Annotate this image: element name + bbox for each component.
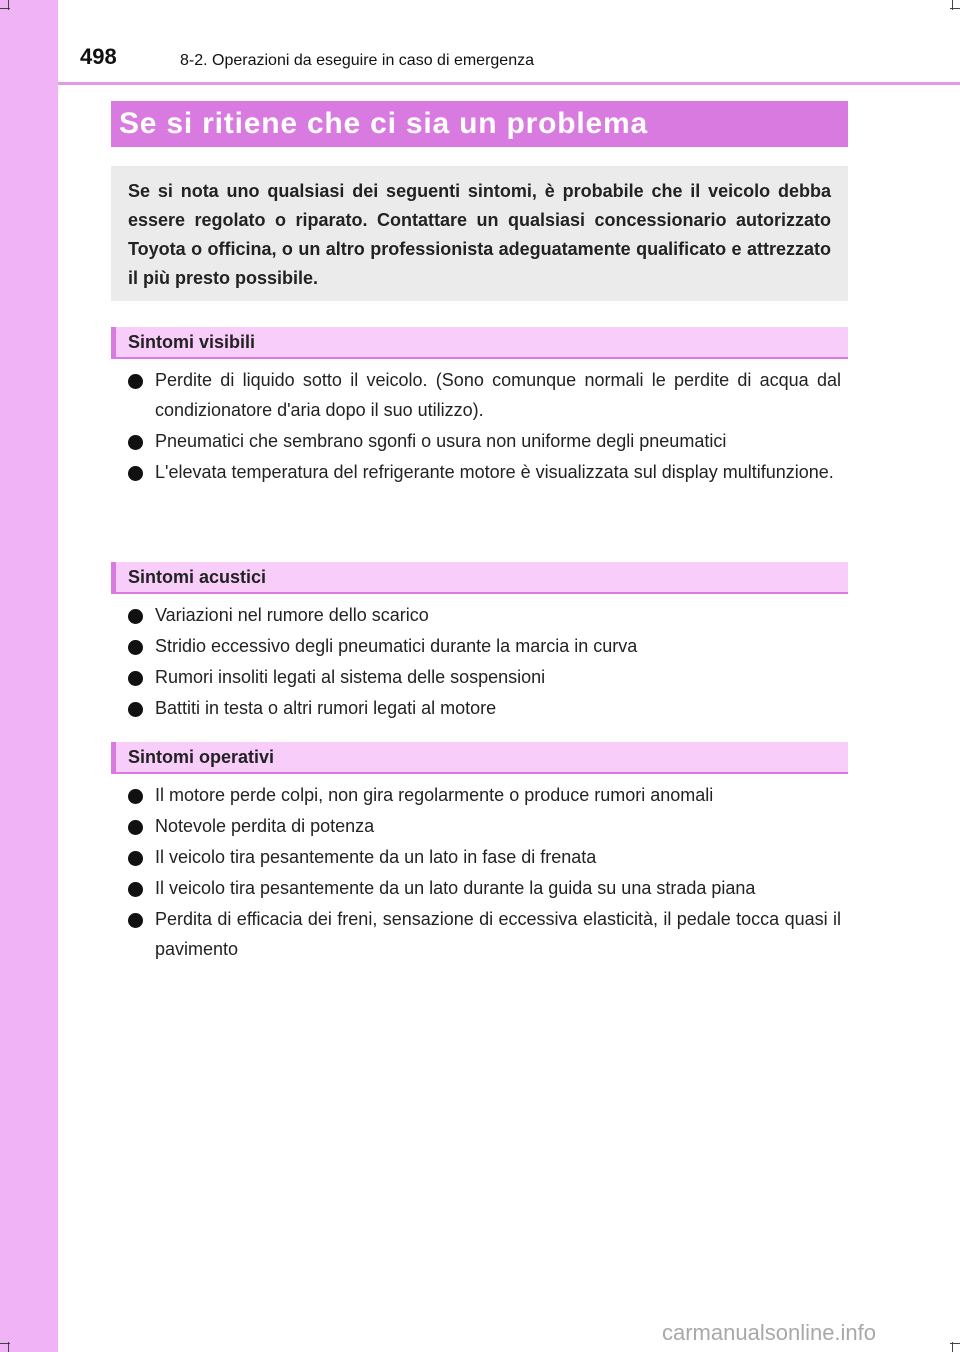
list-item-text: Stridio eccessivo degli pneumatici durante la marcia in curva — [155, 636, 638, 656]
bullet-icon — [128, 671, 143, 686]
bullet-icon — [128, 466, 143, 481]
list-item — [128, 663, 841, 693]
crop-mark — [8, 1342, 9, 1352]
list-item-text: L'elevata temperatura del refrigerante motore è visualizzata sul display multifunzione. — [155, 461, 834, 482]
list-item — [128, 874, 841, 904]
intro-text: Se si nota uno qualsiasi dei seguenti sintomi, è probabile che il veicolo debba essere regolato o riparato. Contattare un qualsiasi concessionario autorizzato Toyota o officina, o un altro professionista adeguatamente qualificato e attrezzato il più presto possibile. — [128, 181, 831, 288]
bullet-icon — [128, 913, 143, 928]
list-item-text: Rumori insoliti legati al sistema delle sospensioni — [155, 667, 546, 687]
bullet-icon — [128, 435, 143, 450]
running-header: 8-2. Operazioni da eseguire in caso di emergenza — [180, 52, 534, 69]
list-item — [128, 905, 841, 964]
list-item-text: Pneumatici che sembrano sgonfi o usura non uniforme degli pneumatici — [155, 430, 727, 451]
list-item-text: Battiti in testa o altri rumori legati al motore — [155, 698, 497, 718]
section-heading-operational — [111, 742, 848, 774]
list-item — [128, 694, 841, 724]
list-item-text: Il veicolo tira pesantemente da un lato durante la guida su una strada piana — [155, 878, 756, 898]
bullet-icon — [128, 609, 143, 624]
symptom-list-visible — [128, 366, 841, 489]
intro-box — [111, 166, 848, 301]
section-heading-acoustic — [111, 562, 848, 594]
crop-mark — [8, 0, 9, 10]
bullet-icon — [128, 882, 143, 897]
list-item — [128, 458, 841, 488]
bullet-icon — [128, 640, 143, 655]
list-item-text: Variazioni nel rumore dello scarico — [155, 605, 429, 625]
symptom-list-operational — [128, 781, 841, 966]
bullet-icon — [128, 789, 143, 804]
left-margin-band — [0, 0, 58, 1352]
page-title: Se si ritiene che ci sia un problema — [119, 107, 648, 140]
symptom-list-acoustic — [128, 601, 841, 725]
section-heading-text: Sintomi visibili — [128, 332, 256, 352]
header-rule — [58, 82, 960, 85]
list-item-text: Perdita di efficacia dei freni, sensazione di eccessiva elasticità, il pedale tocca quasi il pavimento — [155, 909, 841, 959]
list-item — [128, 632, 841, 662]
list-item-text: Il veicolo tira pesantemente da un lato in fase di frenata — [155, 847, 597, 867]
bullet-icon — [128, 820, 143, 835]
section-heading-text: Sintomi operativi — [128, 747, 275, 767]
list-item — [128, 781, 841, 811]
crop-mark — [952, 1342, 953, 1352]
section-heading-text: Sintomi acustici — [128, 567, 267, 587]
section-heading-visible — [111, 327, 848, 359]
list-item — [128, 843, 841, 873]
list-item-text: Notevole perdita di potenza — [155, 816, 375, 836]
page-number: 498 — [80, 44, 117, 69]
list-item — [128, 427, 841, 457]
list-item-text: Il motore perde colpi, non gira regolarmente o produce rumori anomali — [155, 785, 714, 805]
crop-mark — [952, 0, 953, 10]
bullet-icon — [128, 374, 143, 389]
list-item — [128, 812, 841, 842]
list-item — [128, 366, 841, 425]
list-item-text: Perdite di liquido sotto il veicolo. (Sono comunque normali le perdite di acqua dal condizionatore d'aria dopo il suo utilizzo). — [155, 370, 841, 420]
svg-text:carmanualsonline.info: carmanualsonline.info — [662, 1320, 877, 1345]
watermark-logo — [660, 1318, 950, 1348]
bullet-icon — [128, 851, 143, 866]
bullet-icon — [128, 702, 143, 717]
list-item — [128, 601, 841, 631]
title-bar — [111, 101, 848, 147]
